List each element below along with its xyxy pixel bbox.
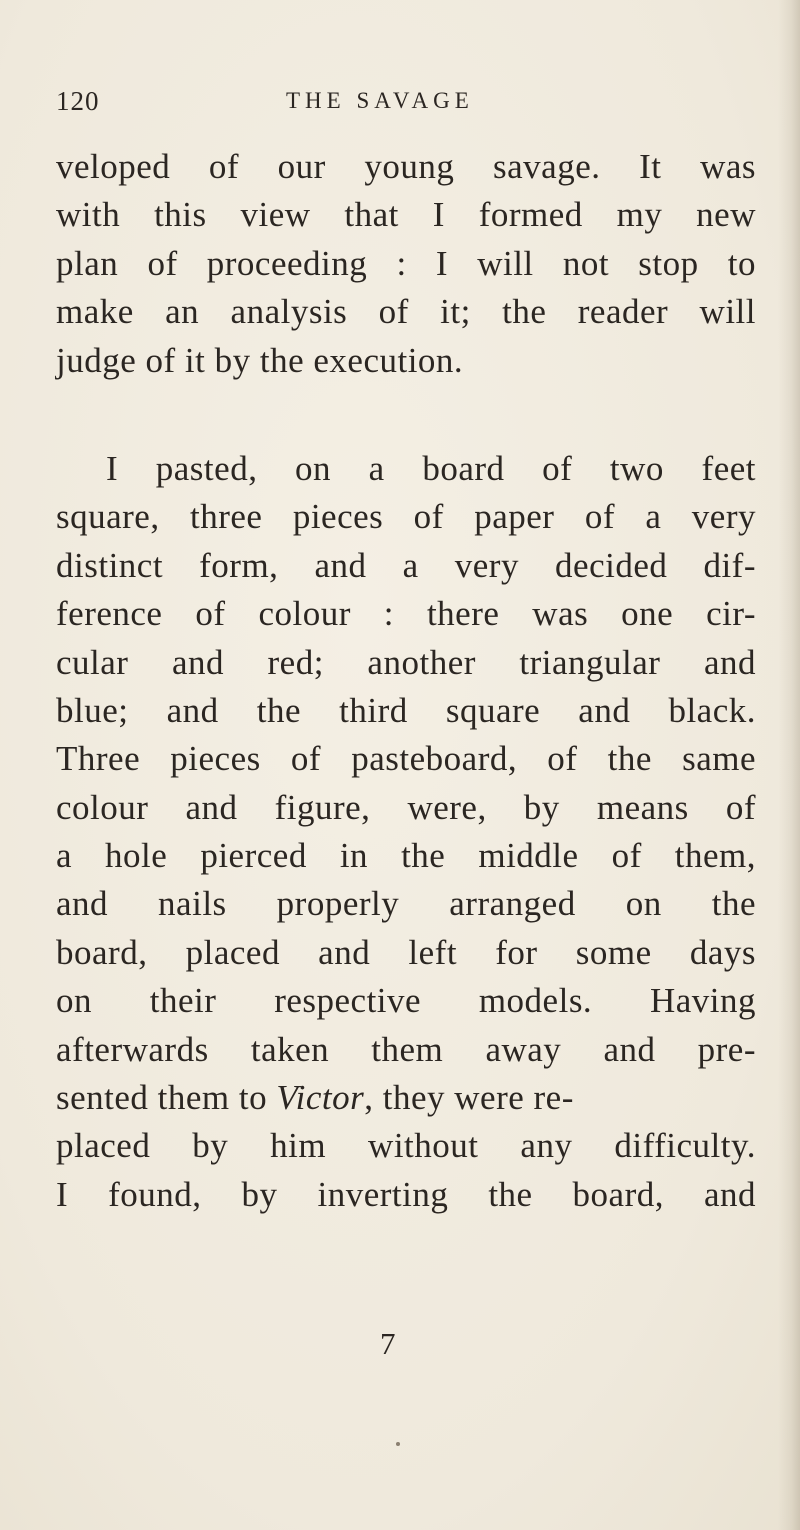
text-line: square, three pieces of paper of a very: [56, 497, 756, 537]
text-line: judge of it by the execution.: [56, 340, 464, 380]
text-line: I pasted, on a board of two feet: [106, 448, 756, 488]
text-segment: , they were re-: [364, 1078, 574, 1118]
text-line: plan of proceeding : I will not stop to: [56, 243, 756, 283]
text-line: [56, 1074, 756, 1122]
text-line: and nails properly arranged on the: [56, 884, 756, 924]
paragraph-gap: [56, 385, 756, 445]
text-line: a hole pierced in the middle of them,: [56, 836, 756, 876]
text-line: cular and red; another triangular and: [56, 642, 756, 682]
text-line: blue; and the third square and black.: [56, 690, 756, 730]
text-line: I found, by inverting the board, and: [56, 1174, 756, 1214]
text-line: colour and figure, were, by means of: [56, 787, 756, 827]
text-segment: sented them to: [56, 1078, 277, 1118]
text-line: with this view that I formed my new: [56, 195, 756, 235]
signature-mark: 7: [380, 1326, 396, 1361]
text-line: make an analysis of it; the reader will: [56, 292, 756, 332]
page-number: 120: [56, 86, 100, 116]
text-line: board, placed and left for some days: [56, 932, 756, 972]
ink-speck: [396, 1442, 400, 1446]
text-line: afterwards taken them away and pre-: [56, 1029, 756, 1069]
text-line: on their respective models. Having: [56, 981, 756, 1021]
body-text: [56, 143, 756, 1219]
page-header: [56, 86, 716, 126]
italic-name: Victor: [276, 1078, 365, 1118]
page-edge-shadow: [778, 0, 800, 1530]
text-line: distinct form, and a very decided dif-: [56, 545, 756, 585]
text-line: veloped of our young savage. It was: [56, 147, 756, 186]
text-line: placed by him without any difficulty.: [56, 1126, 756, 1166]
text-line: Three pieces of pasteboard, of the same: [56, 739, 756, 779]
text-line: ference of colour : there was one cir-: [56, 594, 756, 634]
running-head: THE SAVAGE: [286, 88, 474, 113]
